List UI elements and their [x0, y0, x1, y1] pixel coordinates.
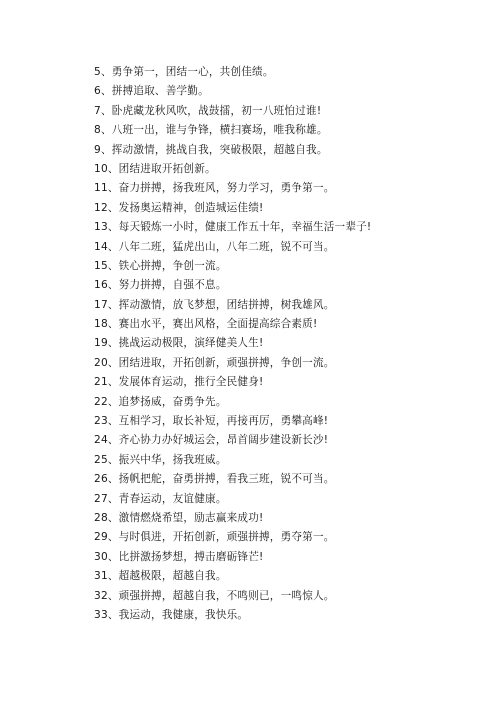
list-item: 10、团结进取开拓创新。: [94, 162, 216, 175]
list-item: 24、齐心协力办好城运会，昂首阔步建设新长沙!: [94, 434, 329, 447]
list-item: 11、奋力拼搏，扬我班风，努力学习，勇争第一。: [94, 182, 335, 195]
list-item: 18、赛出水平，赛出风格，全面提高综合素质!: [94, 318, 318, 331]
list-item: 22、追梦扬威，奋勇争先。: [94, 395, 227, 408]
list-item: 15、铁心拼搏，争创一流。: [94, 259, 227, 272]
list-item: 30、比拼激扬梦想，搏击磨砺锋芒!: [94, 550, 264, 563]
list-item: 19、挑战运动极限，演绎健美人生!: [94, 337, 264, 350]
list-item: 14、八年二班，猛虎出山，八年二班，锐不可当。: [94, 240, 335, 253]
list-item: 13、每天锻炼一小时，健康工作五十年，幸福生活一辈子!: [94, 221, 372, 234]
list-item: 20、团结进取，开拓创新，顽强拼搏，争创一流。: [94, 356, 335, 369]
list-item: 26、扬帆把舵，奋勇拼搏，看我三班，锐不可当。: [94, 473, 335, 486]
list-item: 12、发扬奥运精神，创造城运佳绩!: [94, 201, 264, 214]
list-item: 28、激情燃烧希望，励志赢来成功!: [94, 511, 264, 524]
list-item: 32、顽强拼搏，超越自我，不鸣则已，一鸣惊人。: [94, 589, 335, 602]
list-item: 17、挥动激情，放飞梦想，团结拼搏，树我雄风。: [94, 298, 335, 311]
list-item: 25、振兴中华，扬我班威。: [94, 453, 227, 466]
list-item: 6、拼搏追取、善学勤。: [94, 85, 209, 98]
list-item: 16、努力拼搏，自强不息。: [94, 279, 227, 292]
list-item: 31、超越极限，超越自我。: [94, 570, 227, 583]
slogan-list: [94, 63, 494, 625]
list-item: 23、互相学习，取长补短，再接再厉，勇攀高峰!: [94, 415, 329, 428]
list-item: 5、勇争第一，团结一心，共创佳绩。: [94, 66, 274, 78]
list-item: 29、与时俱进，开拓创新，顽强拼搏，勇夺第一。: [94, 531, 335, 544]
list-item: 9、挥动激情，挑战自我，突破极限，超越自我。: [94, 143, 328, 156]
list-item: 33、我运动，我健康，我快乐。: [94, 608, 249, 621]
list-item: 27、青春运动，友谊健康。: [94, 492, 227, 505]
list-item: 8、八班一出，谁与争锋，横扫赛场，唯我称雄。: [94, 124, 328, 137]
list-item: 7、卧虎藏龙秋风吹，战鼓擂，初一八班怕过谁!: [94, 104, 322, 117]
list-item: 21、发展体育运动，推行全民健身!: [94, 376, 264, 389]
